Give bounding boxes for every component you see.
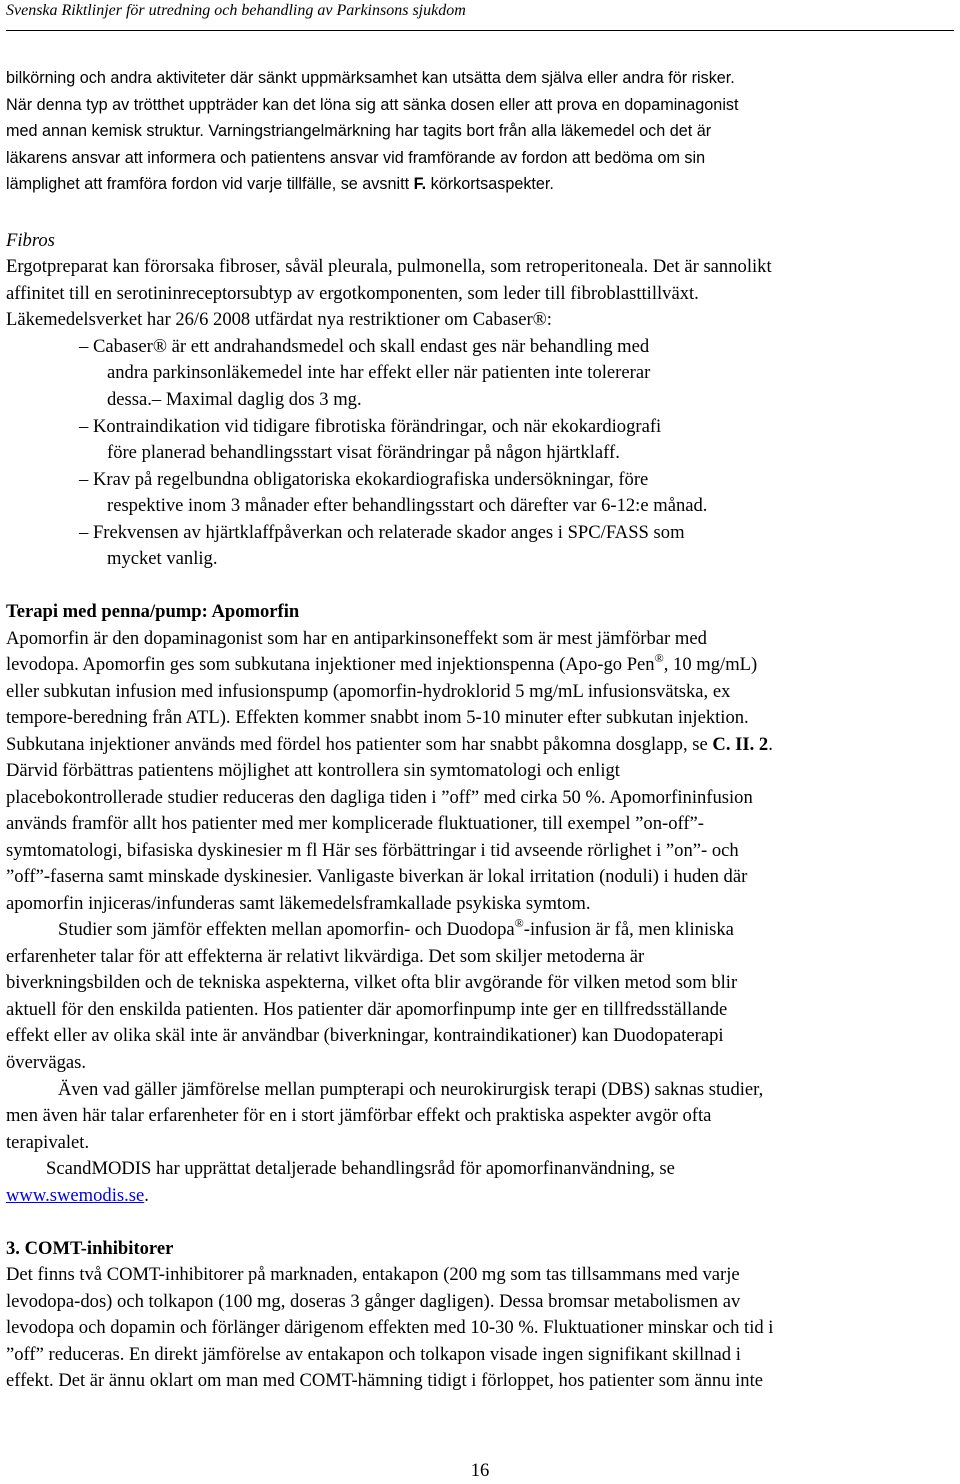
text-line: Därvid förbättras patientens möjlighet att kontrollera sin symtomatologi och enligt <box>6 760 620 781</box>
text-line: men även här talar erfarenheter för en i stort jämförbar effekt och praktiska aspekter avgör ofta <box>6 1105 712 1126</box>
text-line: Ergotpreparat kan förorsaka fibroser, såväl pleurala, pulmonella, som retroperitoneala. Det är sannolikt <box>6 256 772 277</box>
bullet-continuation: dessa.– Maximal daglig dos 3 mg. <box>107 389 362 410</box>
bullet-item: – Cabaser® är ett andrahandsmedel och skall endast ges när behandling med <box>79 336 650 357</box>
text-line: levodopa. Apomorfin ges som subkutana injektioner med injektionspenna (Apo-go Pen®, 10 mg/mL) <box>6 651 758 675</box>
registered-mark: ® <box>654 651 664 665</box>
text-line: Det finns två COMT-inhibitorer på marknaden, entakapon (200 mg som tas tillsammans med varje <box>6 1264 740 1285</box>
registered-mark: ® <box>514 916 524 930</box>
text-line: aktuell för den enskilda patienten. Hos patienter där apomorfinpump inte ger en tillfredsställande <box>6 999 728 1020</box>
bullet-item: – Kontraindikation vid tidigare fibrotiska förändringar, och när ekokardiografi <box>79 416 662 437</box>
section-heading-fibros: Fibros <box>6 230 55 251</box>
text-line: tempore-beredning från ATL). Effekten kommer snabbt inom 5-10 minuter efter subkutan injektion. <box>6 707 749 728</box>
text-line: symtomatologi, bifasiska dyskinesier m fl Här ses förbättringar i tid avseende rörlighet i ”on”- och <box>6 840 739 861</box>
text-line: biverkningsbilden och de tekniska aspekterna, vilket ofta blir avgörande för vilken metod som blir <box>6 972 738 993</box>
text-line: ”off” reduceras. En direkt jämförelse av entakapon och tolkapon visade ingen signifikant skillnad i <box>6 1344 741 1365</box>
text-line: www.swemodis.se. <box>6 1185 149 1206</box>
section-heading-comt: 3. COMT-inhibitorer <box>6 1238 174 1259</box>
bullet-continuation: respektive inom 3 månader efter behandlingsstart och därefter var 6-12:e månad. <box>107 495 708 516</box>
text-line: apomorfin injiceras/infunderas samt läkemedelsframkallade psykiska symtom. <box>6 893 591 914</box>
bullet-continuation: mycket vanlig. <box>107 548 218 569</box>
section-heading-apomorfin: Terapi med penna/pump: Apomorfin <box>6 601 300 622</box>
text-line: affinitet till en serotininreceptorsubtyp av ergotkomponenten, som leder till fibroblasttillväxt. <box>6 283 699 304</box>
text-line: placebokontrollerade studier reduceras den dagliga tiden i ”off” med cirka 50 %. Apomorfininfusion <box>6 787 753 808</box>
section-reference: F. <box>413 175 427 193</box>
text-line: Apomorfin är den dopaminagonist som har en antiparkinsoneffekt som är mest jämförbar med <box>6 628 707 649</box>
swemodis-link[interactable]: www.swemodis.se <box>6 1185 145 1206</box>
text-line: läkarens ansvar att informera och patientens ansvar vid framförande av fordon att bedöma om sin <box>6 149 706 167</box>
text-line: med annan kemisk struktur. Varningstriangelmärkning har tagits bort från alla läkemedel och det är <box>6 122 712 140</box>
bullet-item: – Frekvensen av hjärtklaffpåverkan och relaterade skador anges i SPC/FASS som <box>79 522 685 543</box>
page-number: 16 <box>470 1460 490 1481</box>
text-line: Läkemedelsverket har 26/6 2008 utfärdat nya restriktioner om Cabaser®: <box>6 309 552 330</box>
bullet-item: – Krav på regelbundna obligatoriska ekokardiografiska undersökningar, före <box>79 469 649 490</box>
text-line: När denna typ av trötthet uppträder kan det löna sig att sänka dosen eller att prova en dopaminagonist <box>6 96 739 114</box>
bullet-continuation: andra parkinsonläkemedel inte har effekt eller när patienten inte tolererar <box>107 362 651 383</box>
text-line: levodopa och dopamin och förlänger därigenom effekten med 10-30 %. Fluktuationer minskar och tid i <box>6 1317 774 1338</box>
text-line: Även vad gäller jämförelse mellan pumpterapi och neurokirurgisk terapi (DBS) saknas studier, <box>58 1079 764 1100</box>
text-line: Subkutana injektioner används med fördel hos patienter som har snabbt påkomna dosglapp, se C. II. 2. <box>6 734 773 755</box>
section-reference: C. II. 2 <box>712 734 769 755</box>
bullet-continuation: före planerad behandlingsstart visat förändringar på någon hjärtklaff. <box>107 442 620 463</box>
text-line: terapivalet. <box>6 1132 90 1153</box>
text-line: erfarenheter talar för att effekterna är relativt likvärdiga. Det som skiljer metoderna är <box>6 946 645 967</box>
text-line: effekt. Det är ännu oklart om man med COMT-hämning tidigt i förloppet, hos patienter som ännu inte <box>6 1370 764 1391</box>
text-line: ”off”-faserna samt minskade dyskinesier. Vanligaste biverkan är lokal irritation (noduli) i huden där <box>6 866 748 887</box>
text-line: Studier som jämför effekten mellan apomorfin- och Duodopa®-infusion är få, men kliniska <box>58 916 734 940</box>
text-line: används framför allt hos patienter med mer komplicerade fluktuationer, till exempel ”on-off”- <box>6 813 704 834</box>
text-line: lämplighet att framföra fordon vid varje tillfälle, se avsnitt F. körkortsaspekter. <box>6 175 554 193</box>
header-rule <box>6 30 954 31</box>
text-line: övervägas. <box>6 1052 87 1073</box>
text-line: eller subkutan infusion med infusionspump (apomorfin-hydroklorid 5 mg/mL infusionsvätska, ex <box>6 681 731 702</box>
running-header: Svenska Riktlinjer för utredning och behandling av Parkinsons sjukdom <box>6 2 466 19</box>
text-line: levodopa-dos) och tolkapon (100 mg, doseras 3 gånger dagligen). Dessa bromsar metabolismen av <box>6 1291 741 1312</box>
text-line: effekt eller av olika skäl inte är användbar (biverkningar, kontraindikationer) kan Duodopaterapi <box>6 1025 724 1046</box>
text-line: ScandMODIS har upprättat detaljerade behandlingsråd för apomorfinanvändning, se <box>46 1158 675 1179</box>
text-line: bilkörning och andra aktiviteter där sänkt uppmärksamhet kan utsätta dem själva eller andra för risker. <box>6 69 735 87</box>
